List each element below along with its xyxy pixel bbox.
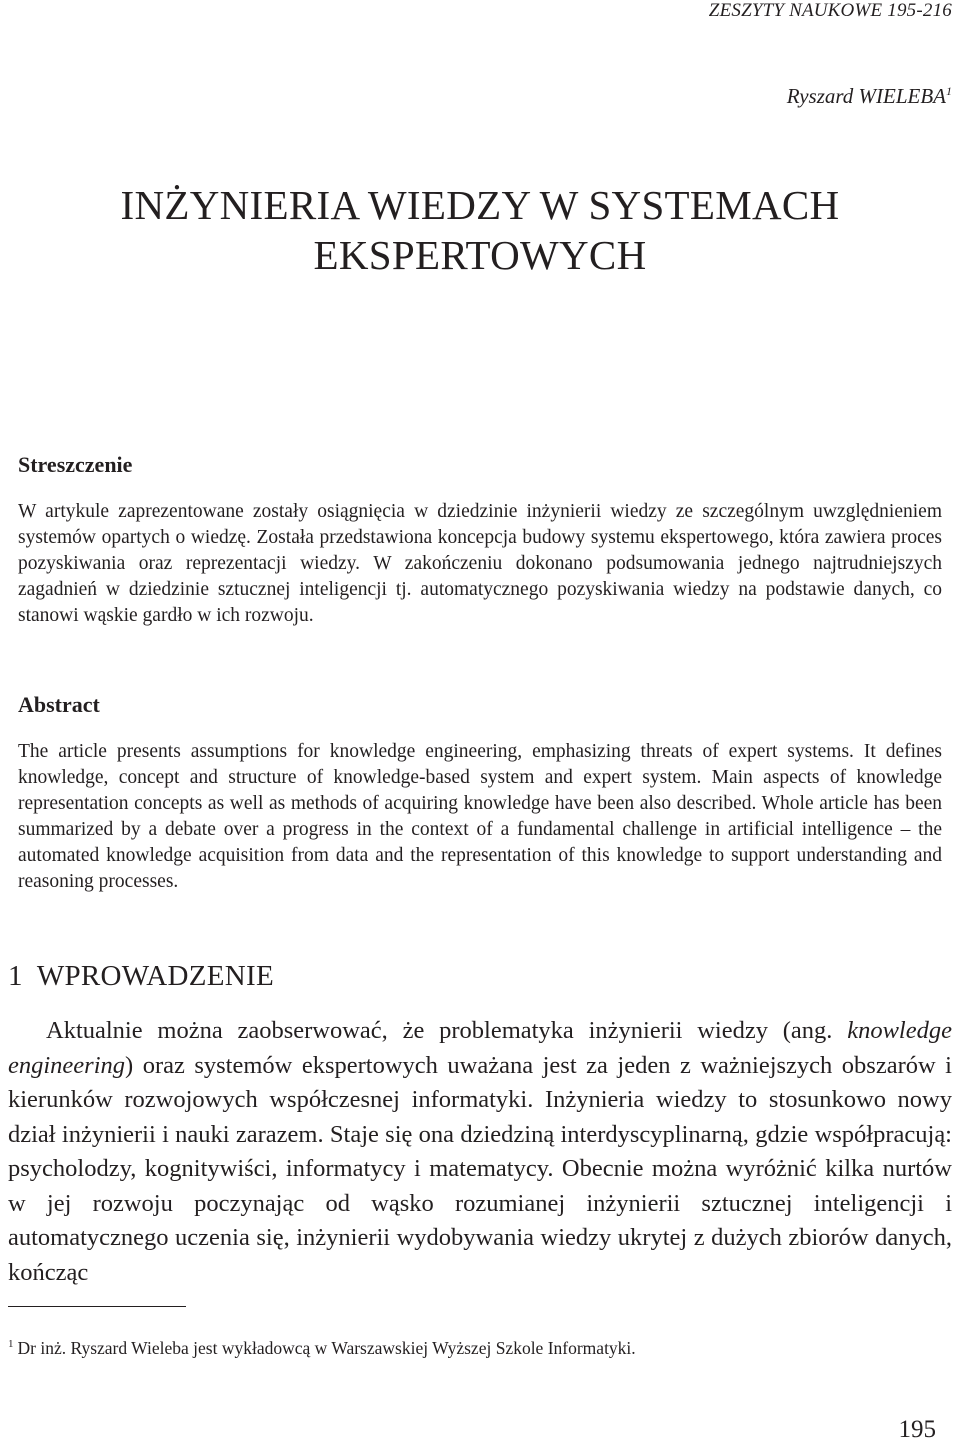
abstract-text: The article presents assumptions for knowledge engineering, emphasizing threats of expert systems. It defines knowledge, concept and structure of knowledge-based system and expert system. Main aspects of knowledge representation concepts as well as methods of acquiring knowledge have been also described. Whole article has been summarized by a debate over a progress in the context of a fundamental challenge in artificial intelligence – the automated knowledge acquisition from data and the representation of this knowledge to support understanding and reasoning processes.	[18, 741, 942, 892]
title-line-1: INŻYNIERIA WIEDZY W SYSTEMACH	[120, 182, 840, 228]
section-title: WPROWADZENIE	[36, 960, 274, 992]
streszczenie-text: W artykule zaprezentowane zostały osiągnięcia w dziedzinie inżynierii wiedzy ze szczególnym uwzględnieniem systemów opartych o wiedzę. Została przedstawiona koncepcja budowy systemu ekspertowego, która zawiera proces pozyskiwania oraz reprezentacji wiedzy. W zakończeniu dokonano podsumowania jednego najtrudniejszych zagadnień w dziedzinie sztucznej inteligencji tj. automatycznego pozyskiwania wiedzy na podstawie danych, co stanowi wąskie gardło w ich rozwoju.	[18, 501, 942, 626]
article-title	[0, 180, 960, 280]
footnote-divider	[8, 1306, 186, 1307]
section-heading	[8, 960, 274, 993]
author-footnote-mark: 1	[946, 84, 952, 98]
footnote	[8, 1338, 636, 1359]
body-text-part-1: Aktualnie można zaobserwować, że problematyka inżynierii wiedzy (ang.	[46, 1017, 848, 1044]
running-header: ZESZYTY NAUKOWE 195-216	[708, 0, 952, 21]
body-text-part-2: ) oraz systemów ekspertowych uważana jest za jeden z ważniejszych obszarów i kierunków rozwojowych współczesnej informatyki. Inżynieria wiedzy to stosunkowo nowy dział inżynierii i nauki zarazem. Staje się ona dziedziną interdyscyplinarną, gdzie współpracują: psycholodzy, kognitywiści, informatycy i matematycy. Obecnie można wyróżnić kilka nurtów w jej rozwoju poczynając od wąsko rozumianej inżynierii sztucznej inteligencji i automatycznego uczenia się, inżynierii wydobywania wiedzy ukrytej z dużych zbiorów danych, kończąc	[8, 1051, 952, 1286]
author-name	[787, 84, 952, 109]
section-body-text	[8, 1014, 952, 1290]
body-italic-term: knowledge engineering	[8, 1017, 952, 1079]
title-line-2: EKSPERTOWYCH	[313, 232, 647, 278]
footnote-text: Dr inż. Ryszard Wieleba jest wykładowcą w Warszawskiej Wyższej Szkole Informatyki.	[17, 1338, 636, 1358]
streszczenie-heading: Streszczenie	[18, 452, 133, 477]
abstract-heading: Abstract	[18, 692, 100, 717]
footnote-mark: 1	[8, 1338, 14, 1351]
page-number: 195	[898, 1416, 936, 1443]
author-name-text: Ryszard WIELEBA	[786, 84, 946, 108]
section-number: 1	[8, 960, 23, 992]
